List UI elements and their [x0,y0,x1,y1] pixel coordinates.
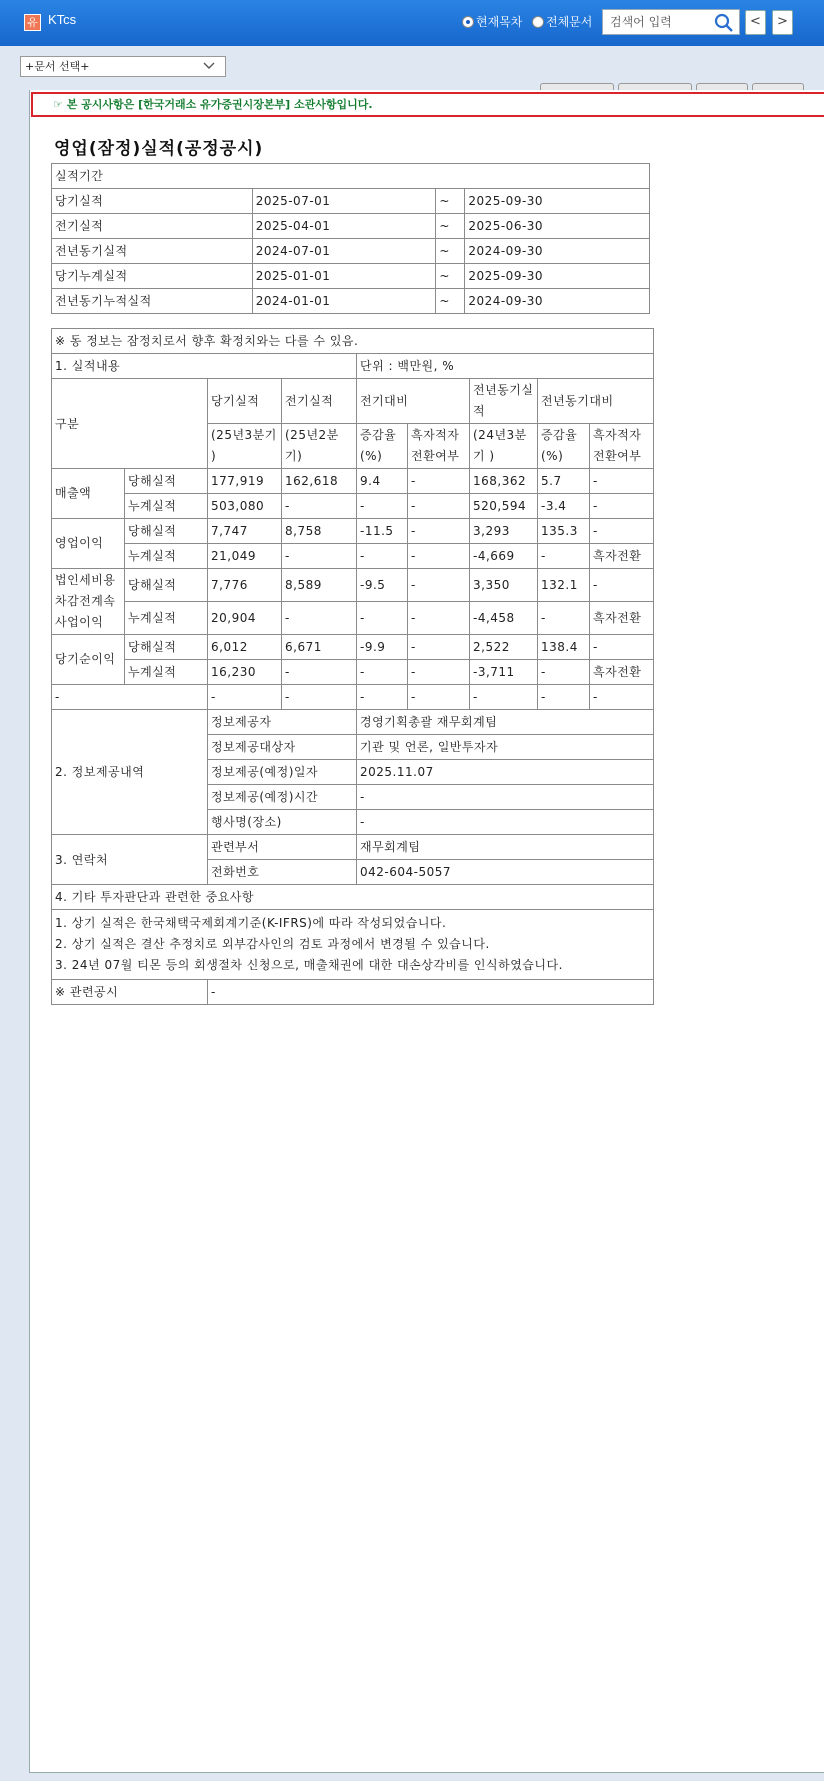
row-cumulative-label: 누계실적 [125,494,208,519]
radio-unchecked-icon[interactable] [532,16,544,28]
col-last-year: 전년동기실적 [470,379,538,424]
table-cell: 177,919 [208,469,282,494]
row-cumulative-label: 누계실적 [125,544,208,569]
sub-rate-2: 증감율(%) [538,424,590,469]
contact-value: 재무회계팀 [357,835,654,860]
info-value: 2025.11.07 [357,760,654,785]
period-tilde: ~ [436,264,465,289]
related-label: ※ 관련공시 [52,980,208,1005]
item-name: 영업이익 [52,519,125,569]
period-from: 2025-01-01 [252,264,436,289]
table-cell: 16,230 [208,660,282,685]
col-previous: 전기실적 [282,379,357,424]
document-panel [29,90,824,1773]
table-cell: - [538,685,590,710]
table-cell: - [282,544,357,569]
table-cell: - [590,494,654,519]
table-cell: 520,594 [470,494,538,519]
table-cell: - [357,685,408,710]
table-cell: 135.3 [538,519,590,544]
table-cell: 8,589 [282,569,357,602]
table-cell: 6,012 [208,635,282,660]
period-to: 2024-09-30 [465,289,650,314]
table-row [52,660,654,685]
contact-value: 042-604-5057 [357,860,654,885]
search-icon[interactable] [714,13,734,33]
table-cell: - [408,602,470,635]
table-cell: 21,049 [208,544,282,569]
table-cell: 흑자전환 [590,544,654,569]
section-3-title: 3. 연락처 [52,835,208,885]
dash-row [52,685,654,710]
table-cell: 7,747 [208,519,282,544]
table-cell: 138.4 [538,635,590,660]
table-cell: - [357,660,408,685]
table-cell: - [52,685,208,710]
table-row [52,239,650,264]
table-row [52,544,654,569]
table-cell: - [408,494,470,519]
table-row [52,494,654,519]
row-cumulative-label: 누계실적 [125,660,208,685]
period-label: 당기실적 [52,189,253,214]
row-current-label: 당해실적 [125,635,208,660]
period-label: 전년동기누적실적 [52,289,253,314]
table-cell: - [590,469,654,494]
table-cell: 162,618 [282,469,357,494]
info-value: - [357,810,654,835]
table-cell: 흑자전환 [590,660,654,685]
info-key: 정보제공(예정)시간 [208,785,357,810]
row-current-label: 당해실적 [125,569,208,602]
period-label: 전기실적 [52,214,253,239]
section-2-title: 2. 정보제공내역 [52,710,208,835]
col-gubun: 구분 [52,379,208,469]
period-label: 당기누계실적 [52,264,253,289]
related-value: - [208,980,654,1005]
table-row [52,214,650,239]
table-cell: - [538,544,590,569]
sub-rate: 증감율(%) [357,424,408,469]
document-select-value: +문서 선택+ [25,60,90,73]
chevron-down-icon [203,61,215,71]
table-cell: 3,293 [470,519,538,544]
search-input[interactable] [602,9,740,35]
radio-current-toc[interactable] [462,13,522,30]
table-cell: -3.4 [538,494,590,519]
radio-current-label: 현재목차 [476,15,523,29]
info-value: 기관 및 언론, 일반투자자 [357,735,654,760]
sub-current: (25년3분기 ) [208,424,282,469]
table-cell: - [408,469,470,494]
app-title: KTcs [48,12,77,27]
sub-previous: (25년2분기) [282,424,357,469]
row-cumulative-label: 누계실적 [125,602,208,635]
item-name: 법인세비용차감전계속사업이익 [52,569,125,635]
table-row [52,264,650,289]
period-tilde: ~ [436,239,465,264]
jurisdiction-notice: ☞ 본 공시사항은 [한국거래소 유가증권시장본부] 소관사항입니다. [31,92,824,117]
period-label: 전년동기실적 [52,239,253,264]
next-button[interactable]: > [772,10,793,35]
info-value: - [357,785,654,810]
col-current: 당기실적 [208,379,282,424]
info-key: 정보제공(예정)일자 [208,760,357,785]
table-cell: - [282,660,357,685]
info-key: 정보제공자 [208,710,357,735]
table-cell: -11.5 [357,519,408,544]
remark-line: 3. 24년 07월 티몬 등의 회생절차 신청으로, 매출채권에 대한 대손상각비를 인식하였습니다. [55,958,563,972]
sub-last-year: (24년3분기 ) [470,424,538,469]
table-cell: -4,458 [470,602,538,635]
table-cell: 168,362 [470,469,538,494]
table-cell: - [408,544,470,569]
period-from: 2025-04-01 [252,214,436,239]
contact-key: 전화번호 [208,860,357,885]
item-name: 당기순이익 [52,635,125,685]
table-cell: -9.9 [357,635,408,660]
table-cell: 6,671 [282,635,357,660]
item-name: 매출액 [52,469,125,519]
page-title: 영업(잠정)실적(공정공시) [54,139,264,159]
table-cell: -4,669 [470,544,538,569]
table-cell: - [408,660,470,685]
period-header: 실적기간 [52,164,650,189]
remarks-cell [52,910,654,980]
table-cell: - [408,569,470,602]
col-vs-previous: 전기대비 [357,379,470,424]
table-row [52,519,654,544]
table-cell: - [408,519,470,544]
table-cell: - [408,635,470,660]
table-cell: 503,080 [208,494,282,519]
table-cell: - [357,494,408,519]
table-cell: 8,758 [282,519,357,544]
table-row [52,189,650,214]
table-cell: 5.7 [538,469,590,494]
unit-label: 단위 : 백만원, % [357,354,654,379]
table-cell: - [590,635,654,660]
table-cell: 2,522 [470,635,538,660]
radio-checked-icon[interactable] [462,16,474,28]
disclaimer-note: ※ 동 정보는 잠정치로서 향후 확정치와는 다를 수 있음. [52,329,654,354]
table-cell: 9.4 [357,469,408,494]
table-row [52,602,654,635]
table-cell: -3,711 [470,660,538,685]
table-cell: - [357,544,408,569]
section-4-title: 4. 기타 투자판단과 관련한 중요사항 [52,885,654,910]
app-logo-icon: 유 [24,14,41,31]
table-row [52,635,654,660]
period-tilde: ~ [436,189,465,214]
remark-line: 1. 상기 실적은 한국채택국제회계기준(K-IFRS)에 따라 작성되었습니다. [55,916,447,930]
period-tilde: ~ [436,289,465,314]
table-cell: 흑자전환 [590,602,654,635]
table-row [52,289,650,314]
table-cell: - [538,660,590,685]
table-cell: - [282,602,357,635]
table-cell: -9.5 [357,569,408,602]
period-from: 2024-07-01 [252,239,436,264]
info-key: 행사명(장소) [208,810,357,835]
table-cell: - [590,569,654,602]
table-cell: - [408,685,470,710]
table-cell: - [590,685,654,710]
table-cell: 7,776 [208,569,282,602]
table-cell: - [357,602,408,635]
table-row [52,569,654,602]
table-cell: - [538,602,590,635]
prev-button[interactable]: < [745,10,766,35]
period-to: 2025-09-30 [465,189,650,214]
results-table [51,328,654,1005]
result-rows [52,469,654,685]
top-header [0,0,824,46]
period-to: 2025-09-30 [465,264,650,289]
period-from: 2024-01-01 [252,289,436,314]
table-cell: 132.1 [538,569,590,602]
table-cell: - [590,519,654,544]
row-current-label: 당해실적 [125,519,208,544]
col-vs-last-year: 전년동기대비 [538,379,654,424]
period-tilde: ~ [436,214,465,239]
remark-line: 2. 상기 실적은 결산 추정치로 외부감사인의 검토 과정에서 변경될 수 있습니다. [55,937,490,951]
table-cell: 3,350 [470,569,538,602]
period-to: 2025-06-30 [465,214,650,239]
table-row [52,469,654,494]
sub-turn: 흑자적자전환여부 [408,424,470,469]
table-cell: - [282,685,357,710]
period-table [51,163,650,314]
radio-all-label: 전체문서 [546,15,593,29]
info-value: 경영기획총괄 재무회계팀 [357,710,654,735]
table-cell: - [282,494,357,519]
period-to: 2024-09-30 [465,239,650,264]
search-placeholder: 검색어 입력 [610,15,672,29]
contact-key: 관련부서 [208,835,357,860]
section-1-title: 1. 실적내용 [52,354,357,379]
info-key: 정보제공대상자 [208,735,357,760]
row-current-label: 당해실적 [125,469,208,494]
table-cell: - [208,685,282,710]
period-from: 2025-07-01 [252,189,436,214]
table-cell: - [470,685,538,710]
document-select[interactable] [20,56,226,77]
table-cell: 20,904 [208,602,282,635]
sub-turn-2: 흑자적자전환여부 [590,424,654,469]
radio-all-docs[interactable] [532,13,592,30]
